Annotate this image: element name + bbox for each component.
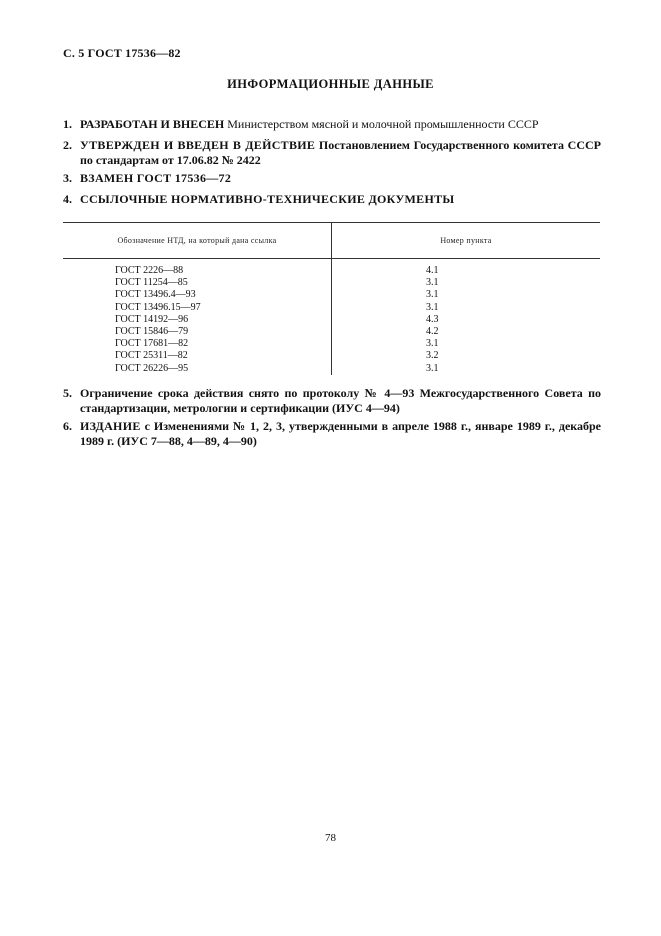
clause-cell: 3.1	[426, 301, 439, 313]
running-header: С. 5 ГОСТ 17536—82	[63, 46, 181, 60]
clause-column	[332, 259, 601, 376]
document-cell: ГОСТ 25311—82	[115, 350, 188, 362]
item-text: Постановлением Государственного комитета СССР по стандартам от 17.06.82 № 2422	[80, 138, 601, 167]
document-cell: ГОСТ 13496.4—93	[115, 289, 196, 301]
item-heading: ССЫЛОЧНЫЕ НОРМАТИВНО-ТЕХНИЧЕСКИЕ ДОКУМЕНТЫ	[80, 192, 455, 206]
document-cell: ГОСТ 26226—95	[115, 362, 189, 374]
clause-cell: 3.1	[426, 362, 439, 374]
document-cell: ГОСТ 2226—88	[115, 265, 184, 276]
document-cell: ГОСТ 15846—79	[115, 326, 189, 338]
item-heading: ИЗДАНИЕ	[80, 419, 141, 433]
info-item-6	[63, 419, 601, 449]
document-cell: ГОСТ 17681—82	[115, 338, 189, 350]
info-item-2	[63, 138, 601, 168]
clause-cell: 4.3	[426, 313, 439, 325]
item-number: 2.	[63, 138, 72, 152]
document-cell: ГОСТ 13496.15—97	[115, 301, 201, 313]
item-number: 3.	[63, 171, 72, 185]
column-header-clause: Номер пункта	[332, 223, 601, 259]
item-heading: УТВЕРЖДЕН И ВВЕДЕН В ДЕЙСТВИЕ	[80, 138, 316, 152]
item-number: 1.	[63, 117, 72, 131]
column-header-document: Обозначение НТД, на который дана ссылка	[63, 223, 332, 259]
clause-cell: 3.1	[426, 338, 439, 350]
item-number: 4.	[63, 192, 72, 206]
item-text: Министерством мясной и молочной промышленности СССР	[224, 117, 539, 131]
item-heading: РАЗРАБОТАН И ВНЕСЕН	[80, 117, 225, 131]
info-item-5	[63, 386, 601, 416]
clause-cell: 4.1	[426, 265, 439, 276]
reference-documents-table	[63, 222, 600, 375]
clause-cell: 4.2	[426, 326, 439, 338]
document-column	[63, 259, 332, 376]
table-header-row	[63, 223, 600, 259]
item-heading: ВЗАМЕН ГОСТ 17536—72	[80, 171, 232, 185]
info-item-4	[63, 192, 601, 207]
info-item-3	[63, 171, 601, 186]
item-text: Ограничение срока действия снято по протоколу № 4—93 Межгосударственного Совета по стандартизации, метрологии и сертификации (ИУС 4—94)	[80, 386, 601, 415]
item-number: 5.	[63, 386, 72, 400]
document-cell: ГОСТ 11254—85	[115, 277, 188, 289]
document-cell: ГОСТ 14192—96	[115, 313, 189, 325]
item-number: 6.	[63, 419, 72, 433]
item-text: с Изменениями № 1, 2, 3, утвержденными в апреле 1988 г., январе 1989 г., декабре 1989 г. (ИУС 7—88, 4—89, 4—90)	[80, 419, 601, 448]
table-body-row	[63, 259, 600, 376]
page-number: 78	[325, 832, 336, 844]
info-item-1	[63, 117, 601, 132]
clause-cell: 3.2	[426, 350, 439, 362]
clause-cell: 3.1	[426, 277, 439, 289]
section-title: ИНФОРМАЦИОННЫЕ ДАННЫЕ	[227, 77, 434, 91]
clause-cell: 3.1	[426, 289, 439, 301]
